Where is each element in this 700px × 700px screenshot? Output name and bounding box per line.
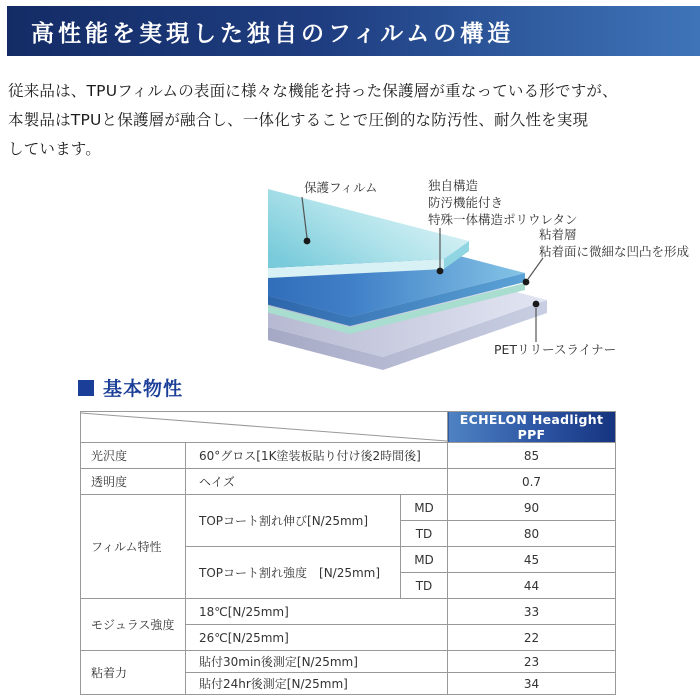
label-unique-structure — [428, 177, 578, 228]
table-row — [81, 495, 616, 521]
cell-category: 光沢度 — [81, 443, 186, 469]
section-heading-label: 基本物性 — [103, 378, 184, 400]
spec-table — [80, 411, 616, 695]
cell-category: 透明度 — [81, 469, 186, 495]
cell-test-desc: TOPコート割れ伸び[N/25mm] — [186, 495, 401, 547]
cell-value: 45 — [448, 547, 616, 573]
cell-category: モジュラス強度 — [81, 599, 186, 651]
label-line: 防汚機能付き — [428, 195, 504, 210]
cell-test-desc: TOPコート割れ強度 [N/25mm] — [186, 547, 401, 599]
cell-direction: MD — [401, 495, 448, 521]
label-line: 粘着層 — [539, 227, 577, 242]
label-adhesive-layer — [539, 226, 689, 260]
label-line: 粘着面に微細な凹凸を形成 — [539, 244, 690, 259]
cell-direction: TD — [401, 521, 448, 547]
cell-test-desc: 18℃[N/25mm] — [186, 599, 448, 625]
cell-value: 34 — [448, 673, 616, 695]
table-row — [81, 469, 616, 495]
header-bar — [7, 6, 700, 56]
cell-value: 33 — [448, 599, 616, 625]
table-row — [81, 651, 616, 673]
product-column-header: ECHELON Headlight PPF — [448, 412, 616, 443]
label-line: 特殊一体構造ポリウレタン — [428, 212, 578, 227]
intro-paragraph — [8, 77, 696, 164]
intro-line: 従来品は、TPUフィルムの表面に様々な機能を持った保護層が重なっている形ですが、 — [8, 82, 618, 100]
cell-value: 23 — [448, 651, 616, 673]
cell-value: 90 — [448, 495, 616, 521]
table-corner-cell — [81, 412, 448, 443]
section-heading — [78, 374, 183, 401]
label-line: 独自構造 — [428, 178, 479, 193]
cell-value: 0.7 — [448, 469, 616, 495]
label-release-liner: PETリリースライナー — [494, 342, 617, 357]
cell-direction: TD — [401, 573, 448, 599]
cell-category: フィルム特性 — [81, 495, 186, 599]
intro-line: 本製品はTPUと保護層が融合し、一体化することで圧倒的な防汚性、耐久性を実現 — [8, 111, 589, 129]
intro-line: しています。 — [8, 140, 101, 158]
cell-value: 44 — [448, 573, 616, 599]
cell-category: 粘着力 — [81, 651, 186, 695]
cell-test-desc: 26℃[N/25mm] — [186, 625, 448, 651]
cell-value: 22 — [448, 625, 616, 651]
cell-test-desc: ヘイズ — [186, 469, 448, 495]
table-row — [81, 599, 616, 625]
cell-test-desc: 貼付30min後測定[N/25mm] — [186, 651, 448, 673]
cell-value: 80 — [448, 521, 616, 547]
film-structure-diagram — [240, 170, 700, 370]
corner-diagonal-line — [81, 412, 448, 442]
table-header-row — [81, 412, 616, 443]
cell-test-desc: 貼付24hr後測定[N/25mm] — [186, 673, 448, 695]
table-row — [81, 443, 616, 469]
cell-direction: MD — [401, 547, 448, 573]
blue-square-icon — [78, 380, 94, 396]
cell-value: 85 — [448, 443, 616, 469]
page-title: 高性能を実現した独自のフィルムの構造 — [31, 19, 515, 47]
label-protective-film: 保護フィルム — [304, 180, 378, 195]
cell-test-desc: 60°グロス[1K塗装板貼り付け後2時間後] — [186, 443, 448, 469]
